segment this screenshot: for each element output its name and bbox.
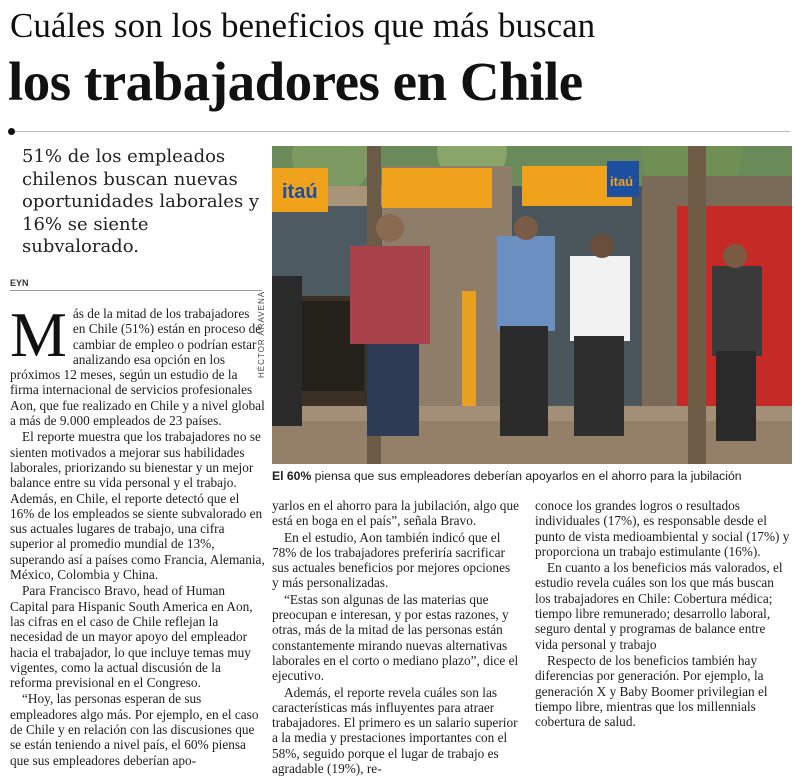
drop-cap: M <box>10 299 67 370</box>
article-paragraph: yarlos en el ahorro para la jubilación, algo que está en boga en el país”, señala Bravo. <box>272 498 520 529</box>
svg-text:itaú: itaú <box>610 174 634 189</box>
article-paragraph: Además, el reporte revela cuáles son las características más influyentes para atraer trabajadores. El primero es un salario superior a la media y prestaciones importantes con el 58%, seguido porque el lugar de trabajo es agradable (19%), re- <box>272 684 518 777</box>
headline-line-2: los trabajadores en Chile <box>8 51 583 112</box>
article-paragraph: En cuanto a los beneficios más valorados, el estudio revela cuáles son los que más buscan los trabajadores en Chile: Cobertura médica; tiempo libre remunerado; desarrollo laboral, seguro dental y programas de balance entre vida personal y trabajo <box>535 560 783 652</box>
svg-text:itaú: itaú <box>282 181 318 203</box>
article-paragraph: Para Francisco Bravo, head of Human Capital para Hispanic South America en Aon, las cifras en el caso de Chile reflejan la necesidad de un mayor apoyo del empleador hacia el trabajador, lo que incluye temas muy vigentes, como la actual discusión de la reforma previsional en el Congreso. <box>10 583 253 691</box>
article-column-3 <box>535 498 791 730</box>
article-column-2 <box>272 498 520 777</box>
photo-credit: HÉCTOR ARAVENA <box>257 290 266 378</box>
article-paragraph: Respecto de los beneficios también hay diferencias por generación. Por ejemplo, la generación X y Baby Boomer privilegian el tiempo libre, mientras que los millennials cobertura de salud. <box>535 652 768 730</box>
top-divider <box>10 131 790 132</box>
byline: EYN <box>10 278 29 288</box>
byline-divider <box>10 290 262 291</box>
article-column-1 <box>10 299 265 769</box>
article-paragraph: conoce los grandes logros o resultados individuales (17%), es responsable desde el punto de vista medioambiental y social (17%) y proporciona un trabajo estimulante (16%). <box>535 498 790 559</box>
deck-summary: 51% de los empleados chilenos buscan nuevas oportunidades laborales y 16% se siente subvalorado. <box>22 146 260 257</box>
article-paragraph: “Estas son algunas de las materias que preocupan e interesan, y por estas razones, y otras, más de la mitad de las personas están constantemente mirando nuevas alternativas laborales en el corto o mediano plazo”, dice el ejecutivo. <box>272 591 519 684</box>
article-photo <box>272 146 792 464</box>
photo-caption <box>272 469 792 484</box>
article-paragraph: En el estudio, Aon también indicó que el 78% de los trabajadores preferiría sacrificar sus actuales beneficios por mejores opciones y más personalizadas. <box>272 529 511 591</box>
headline-line-1: Cuáles son los beneficios que más buscan <box>10 6 596 45</box>
caption-highlight: El 60% <box>272 469 312 483</box>
article-paragraph: Más de la mitad de los trabajadores en Chile (51%) están en proceso de cambiar de empleo o podrían estar analizando esa opción en los próximos 12 meses, según un estudio de la firma internacional de servicios profesionales Aon, que fue realizado en Chile y a nivel global a más de 9.000 empleados de 23 países. <box>10 299 265 429</box>
bullet-dot <box>8 128 15 135</box>
article-paragraph: “Hoy, las personas esperan de sus empleadores algo más. Por ejemplo, en el caso de Chile y en relación con las discusiones que se están teniendo a nivel país, el 60% piensa que sus empleadores deberían apo- <box>10 691 259 768</box>
article-paragraph: El reporte muestra que los trabajadores no se sienten motivados a mejorar sus habilidades laborales, priorizando su bienestar y un mejor balance entre su vida personal y el trabajo. Además, en Chile, el reporte detectó que el 16% de los empleados se siente subvalorado en sus actuales lugares de trabajo, una cifra superior al promedio mundial de 13%, superando así a países como Francia, Alemania, México, Colombia y China. <box>10 429 265 583</box>
caption-text: piensa que sus empleadores deberían apoyarlos en el ahorro para la jubilación <box>311 469 742 483</box>
